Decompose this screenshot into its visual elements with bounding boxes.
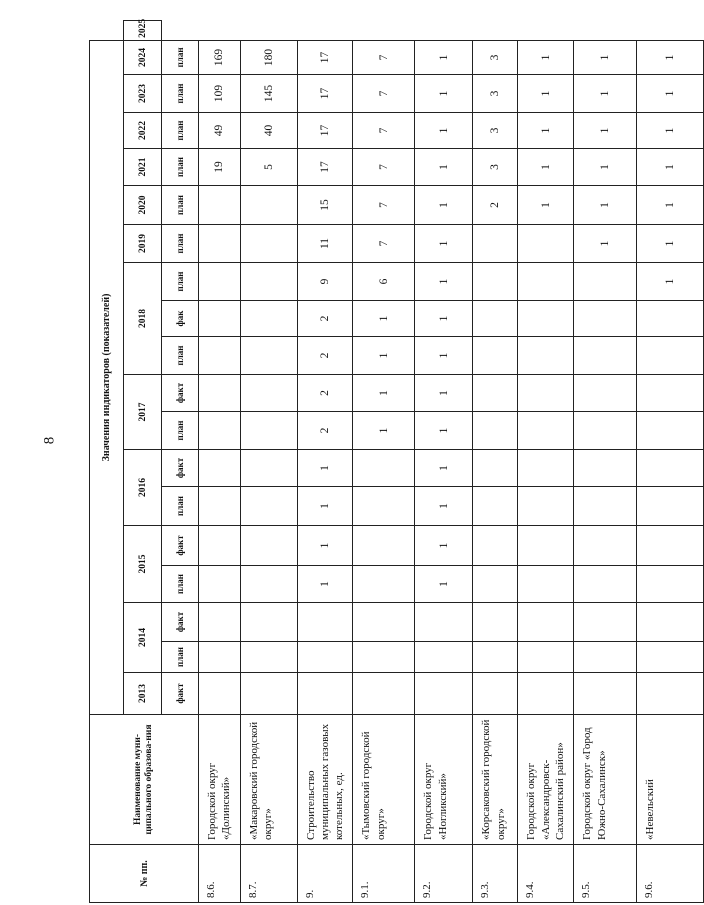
value-cell: [574, 263, 637, 301]
row-name: Городской округ «Александровск-Сахалинский район»: [518, 715, 574, 845]
value-cell: [473, 301, 518, 337]
value-cell: 1: [637, 113, 704, 149]
subheader-cell: план: [162, 337, 199, 375]
row-number: 8.7.: [240, 845, 297, 903]
subheader-cell: факт: [162, 450, 199, 487]
value-cell: 1: [415, 225, 473, 263]
value-cell: 17: [297, 40, 353, 74]
value-cell: [637, 450, 704, 487]
value-cell: [518, 487, 574, 526]
subheader-cell: план: [162, 75, 199, 113]
row-name: Строительство муниципальных газовых котельных, ед.: [297, 715, 353, 845]
col-name-header: Наименование муни-ципального образова-ния: [90, 715, 199, 845]
value-cell: [574, 412, 637, 450]
value-cell: 3: [473, 113, 518, 149]
table-body: [199, 21, 704, 903]
value-cell: 1: [297, 566, 353, 603]
value-cell: 1: [415, 40, 473, 74]
value-cell: [473, 263, 518, 301]
value-cell: [518, 375, 574, 412]
value-cell: [518, 673, 574, 715]
value-cell: 1: [518, 186, 574, 225]
value-cell: 1: [518, 149, 574, 186]
row-number: 9.: [297, 845, 353, 903]
value-cell: [353, 642, 415, 673]
value-cell: 1: [574, 225, 637, 263]
value-cell: [637, 642, 704, 673]
value-cell: [473, 526, 518, 566]
value-cell: [199, 603, 241, 642]
value-cell: [637, 673, 704, 715]
subheader-cell: факт: [162, 375, 199, 412]
value-cell: [473, 337, 518, 375]
value-cell: 7: [353, 113, 415, 149]
value-cell: 1: [518, 75, 574, 113]
value-cell: [574, 487, 637, 526]
value-cell: [473, 487, 518, 526]
year-header: 2015: [124, 526, 162, 603]
row-number: 9.5.: [574, 845, 637, 903]
value-cell: [574, 642, 637, 673]
year-header: 2022: [124, 113, 162, 149]
subheader-cell: план: [162, 40, 199, 74]
value-cell: 1: [637, 40, 704, 74]
subheader-cell: план: [162, 225, 199, 263]
value-cell: [415, 642, 473, 673]
value-cell: [473, 566, 518, 603]
subheader-cell: план: [162, 186, 199, 225]
value-cell: [574, 603, 637, 642]
value-cell: [240, 225, 297, 263]
value-cell: [637, 412, 704, 450]
year-header: 2016: [124, 450, 162, 526]
value-cell: 3: [473, 75, 518, 113]
row-number: 9.3.: [473, 845, 518, 903]
value-cell: 2: [297, 337, 353, 375]
row-number: 9.6.: [637, 845, 704, 903]
value-cell: 1: [415, 75, 473, 113]
value-cell: 7: [353, 225, 415, 263]
table-row: [637, 21, 704, 903]
value-cell: [199, 642, 241, 673]
value-cell: [297, 642, 353, 673]
value-cell: 180: [240, 40, 297, 74]
value-cell: [199, 450, 241, 487]
row-name: «Корсаковский городской округ»: [473, 715, 518, 845]
table-row: [199, 21, 241, 903]
value-cell: 1: [518, 40, 574, 74]
value-cell: 1: [297, 450, 353, 487]
value-cell: 1: [353, 301, 415, 337]
value-cell: [240, 487, 297, 526]
value-cell: [574, 375, 637, 412]
value-cell: 17: [297, 75, 353, 113]
value-cell: 1: [415, 186, 473, 225]
row-name: «Тымовский городской округ»: [353, 715, 415, 845]
value-cell: [518, 603, 574, 642]
value-cell: [574, 673, 637, 715]
value-cell: 3: [473, 40, 518, 74]
value-cell: 1: [415, 375, 473, 412]
value-cell: [199, 337, 241, 375]
year-header: 2014: [124, 603, 162, 673]
value-cell: 1: [353, 337, 415, 375]
value-cell: 1: [415, 337, 473, 375]
subheader-cell: фак: [162, 301, 199, 337]
value-cell: 1: [415, 526, 473, 566]
value-cell: [518, 642, 574, 673]
value-cell: [240, 673, 297, 715]
table-row: [297, 21, 353, 903]
value-cell: [240, 450, 297, 487]
value-cell: [415, 603, 473, 642]
value-cell: 7: [353, 75, 415, 113]
value-cell: 5: [240, 149, 297, 186]
year-header: 2023: [124, 75, 162, 113]
value-cell: 3: [473, 149, 518, 186]
value-cell: [637, 301, 704, 337]
value-cell: 1: [574, 149, 637, 186]
header-row-1: [90, 21, 124, 903]
value-cell: 1: [415, 566, 473, 603]
value-cell: [637, 603, 704, 642]
value-cell: [518, 263, 574, 301]
value-cell: 1: [353, 412, 415, 450]
table-row: [240, 21, 297, 903]
year-header: 2021: [124, 149, 162, 186]
value-cell: [199, 566, 241, 603]
year-header: 2019: [124, 225, 162, 263]
value-cell: [297, 603, 353, 642]
value-cell: [240, 337, 297, 375]
year-header: 2024: [124, 40, 162, 74]
value-cell: 169: [199, 40, 241, 74]
value-cell: [574, 566, 637, 603]
year-header: 2017: [124, 375, 162, 450]
value-cell: [240, 263, 297, 301]
value-cell: 1: [415, 263, 473, 301]
value-cell: 1: [637, 75, 704, 113]
value-cell: [518, 526, 574, 566]
value-cell: [637, 487, 704, 526]
value-cell: 1: [415, 301, 473, 337]
value-cell: [637, 337, 704, 375]
value-cell: 17: [297, 149, 353, 186]
value-cell: [473, 603, 518, 642]
value-cell: 6: [353, 263, 415, 301]
value-cell: 145: [240, 75, 297, 113]
subheader-cell: факт: [162, 673, 199, 715]
value-cell: [240, 301, 297, 337]
row-number: 9.1.: [353, 845, 415, 903]
value-cell: [297, 673, 353, 715]
value-cell: [240, 186, 297, 225]
value-cell: 1: [415, 412, 473, 450]
value-cell: [353, 603, 415, 642]
subheader-cell: план: [162, 149, 199, 186]
page-number: 8: [41, 436, 58, 445]
value-cell: 17: [297, 113, 353, 149]
subheader-cell: план: [162, 263, 199, 301]
year-header: 2020: [124, 186, 162, 225]
row-name: «Макаровский городской округ»: [240, 715, 297, 845]
row-name: «Невельский: [637, 715, 704, 845]
year-header: 2013: [124, 673, 162, 715]
value-cell: [637, 566, 704, 603]
rotated-table-container: [89, 18, 677, 903]
value-cell: 1: [353, 375, 415, 412]
value-cell: 7: [353, 149, 415, 186]
table-row: [473, 21, 518, 903]
value-cell: 49: [199, 113, 241, 149]
value-cell: 1: [637, 149, 704, 186]
value-cell: [199, 526, 241, 566]
value-cell: [240, 412, 297, 450]
year-header: 2018: [124, 263, 162, 375]
value-cell: [473, 642, 518, 673]
value-cell: 1: [637, 186, 704, 225]
subheader-cell: план: [162, 566, 199, 603]
value-cell: 1: [637, 263, 704, 301]
value-cell: [199, 263, 241, 301]
value-cell: 2: [297, 412, 353, 450]
value-cell: 11: [297, 225, 353, 263]
value-cell: 2: [473, 186, 518, 225]
value-cell: [518, 301, 574, 337]
value-cell: 7: [353, 186, 415, 225]
row-number: 9.4.: [518, 845, 574, 903]
value-cell: [199, 412, 241, 450]
subheader-cell: план: [162, 412, 199, 450]
value-cell: [199, 225, 241, 263]
table-row: [518, 21, 574, 903]
value-cell: [353, 673, 415, 715]
value-cell: [240, 375, 297, 412]
value-cell: 2: [297, 375, 353, 412]
row-name: Городской округ «Город Южно-Сахалинск»: [574, 715, 637, 845]
value-cell: 1: [574, 75, 637, 113]
value-cell: 19: [199, 149, 241, 186]
subheader-cell: план: [162, 487, 199, 526]
value-cell: 15: [297, 186, 353, 225]
subheader-cell: план: [162, 642, 199, 673]
subheader-cell: факт: [162, 603, 199, 642]
value-cell: 2: [297, 301, 353, 337]
value-cell: [240, 526, 297, 566]
value-cell: [473, 673, 518, 715]
value-cell: [199, 301, 241, 337]
value-cell: [353, 566, 415, 603]
value-cell: 1: [415, 113, 473, 149]
value-cell: 1: [297, 487, 353, 526]
value-cell: 9: [297, 263, 353, 301]
value-cell: 1: [518, 113, 574, 149]
value-cell: [574, 450, 637, 487]
value-cell: [240, 603, 297, 642]
row-number: 8.6.: [199, 845, 241, 903]
row-name: Городской округ «Долинский»: [199, 715, 241, 845]
table-row: [415, 21, 473, 903]
value-cell: [473, 375, 518, 412]
table-row: [353, 21, 415, 903]
value-cell: [518, 337, 574, 375]
value-cell: [240, 642, 297, 673]
value-cell: 1: [415, 487, 473, 526]
value-cell: [637, 375, 704, 412]
value-cell: [518, 566, 574, 603]
value-cell: 1: [415, 450, 473, 487]
value-cell: [353, 487, 415, 526]
value-cell: [518, 225, 574, 263]
table-row: [574, 21, 637, 903]
value-cell: [353, 450, 415, 487]
year-header: 2025: [124, 21, 162, 41]
value-cell: [353, 526, 415, 566]
value-cell: [199, 673, 241, 715]
value-cell: 1: [637, 225, 704, 263]
subheader-cell: план: [162, 113, 199, 149]
value-cell: [199, 487, 241, 526]
value-cell: 1: [297, 526, 353, 566]
value-cell: [518, 412, 574, 450]
value-cell: [574, 526, 637, 566]
value-cell: 1: [415, 149, 473, 186]
value-cell: [199, 375, 241, 412]
indicators-table: [89, 20, 704, 903]
value-cell: [473, 412, 518, 450]
subheader-cell: факт: [162, 526, 199, 566]
value-cell: [473, 225, 518, 263]
indicators-header: Значения индикаторов (показателей): [90, 40, 124, 714]
value-cell: [574, 337, 637, 375]
value-cell: 1: [574, 113, 637, 149]
value-cell: 109: [199, 75, 241, 113]
value-cell: 1: [574, 40, 637, 74]
value-cell: [473, 450, 518, 487]
value-cell: [199, 186, 241, 225]
col-num-header: № пп.: [90, 845, 199, 903]
row-number: 9.2.: [415, 845, 473, 903]
value-cell: 1: [574, 186, 637, 225]
value-cell: [240, 566, 297, 603]
value-cell: [518, 450, 574, 487]
value-cell: [574, 301, 637, 337]
value-cell: 7: [353, 40, 415, 74]
row-name: Городской округ «Ногликский»: [415, 715, 473, 845]
value-cell: [415, 673, 473, 715]
value-cell: 40: [240, 113, 297, 149]
value-cell: [637, 526, 704, 566]
